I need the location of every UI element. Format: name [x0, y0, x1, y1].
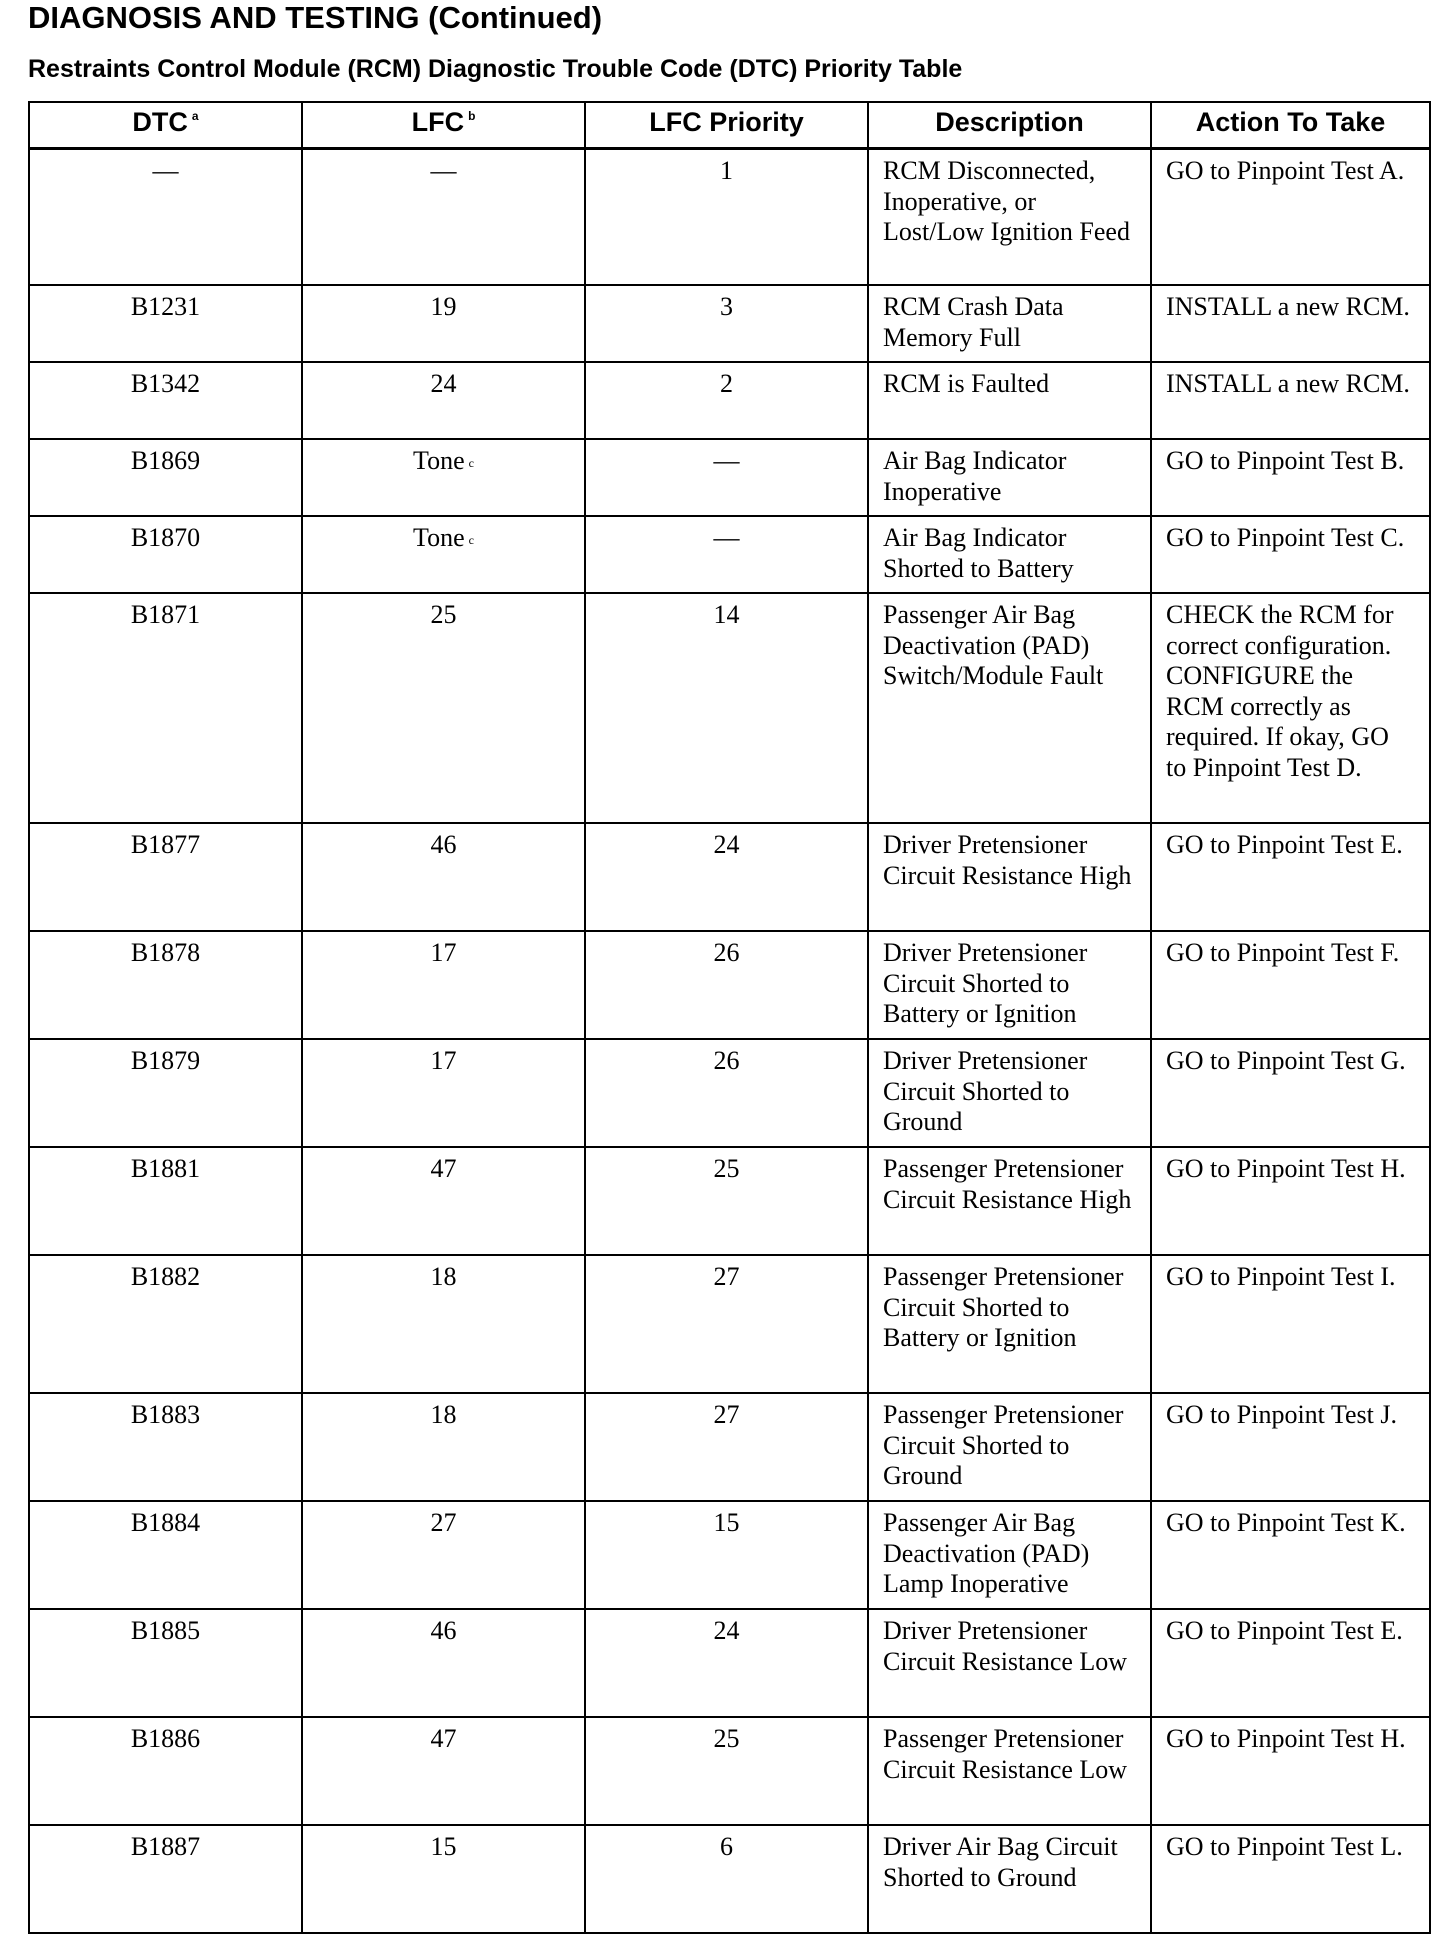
cell-action [1151, 1609, 1430, 1717]
cell-lfc [302, 1609, 585, 1717]
cell-description [868, 1039, 1151, 1147]
cell-lfc-priority-text: — [713, 523, 740, 552]
footnote-marker: c [468, 456, 474, 470]
cell-lfc-priority-text: 3 [720, 292, 733, 321]
section-title: DIAGNOSIS AND TESTING (Continued) [28, 0, 603, 35]
cell-lfc [302, 439, 585, 516]
cell-lfc-text: 15 [430, 1832, 457, 1861]
cell-lfc-priority-text: 24 [713, 1616, 740, 1645]
table-row [29, 516, 1430, 593]
cell-dtc [29, 362, 302, 439]
cell-action-text: GO to Pinpoint Test L. [1166, 1832, 1403, 1861]
cell-description-text: Passenger Pretensioner Circuit Shorted to Battery or Ignition [883, 1262, 1124, 1352]
cell-lfc-priority-text: — [713, 446, 740, 475]
cell-description [868, 931, 1151, 1039]
cell-lfc-priority-text: 14 [713, 600, 740, 629]
cell-dtc [29, 285, 302, 362]
table-row [29, 931, 1430, 1039]
footnote-marker: b [468, 109, 476, 123]
cell-dtc-text: B1881 [130, 1154, 201, 1183]
cell-lfc-priority [585, 149, 868, 286]
cell-lfc-priority [585, 362, 868, 439]
cell-action-text: INSTALL a new RCM. [1166, 369, 1410, 398]
cell-action [1151, 516, 1430, 593]
cell-action [1151, 362, 1430, 439]
cell-lfc-priority-text: 26 [713, 1046, 740, 1075]
cell-dtc-text: B1878 [130, 938, 201, 967]
cell-description [868, 823, 1151, 931]
cell-action-text: GO to Pinpoint Test E. [1166, 830, 1403, 859]
cell-lfc-text: 46 [430, 830, 457, 859]
cell-description-text: Driver Pretensioner Circuit Resistance Low [883, 1616, 1128, 1676]
table-row [29, 149, 1430, 286]
cell-description-text: Passenger Air Bag Deactivation (PAD) Switch/Module Fault [883, 600, 1104, 690]
cell-dtc [29, 1255, 302, 1393]
cell-dtc [29, 149, 302, 286]
cell-lfc-text: 24 [430, 369, 457, 398]
cell-description [868, 516, 1151, 593]
cell-dtc [29, 931, 302, 1039]
cell-dtc-text: B1342 [130, 369, 201, 398]
cell-action [1151, 1501, 1430, 1609]
cell-action [1151, 593, 1430, 823]
table-row [29, 1255, 1430, 1393]
cell-action-text: GO to Pinpoint Test C. [1166, 523, 1405, 552]
column-header-description: Description [868, 102, 1151, 149]
cell-lfc-priority [585, 823, 868, 931]
cell-action [1151, 149, 1430, 286]
cell-lfc-priority [585, 1255, 868, 1393]
cell-action-text: GO to Pinpoint Test I. [1166, 1262, 1396, 1291]
cell-dtc-text: B1886 [130, 1724, 201, 1753]
column-header-action: Action To Take [1151, 102, 1430, 149]
cell-description [868, 362, 1151, 439]
cell-lfc-priority-text: 25 [713, 1154, 740, 1183]
cell-dtc [29, 1039, 302, 1147]
cell-lfc-priority [585, 931, 868, 1039]
cell-lfc-priority [585, 1147, 868, 1255]
cell-lfc-text: 19 [430, 292, 457, 321]
table-row [29, 1501, 1430, 1609]
cell-description [868, 1255, 1151, 1393]
cell-description-text: Driver Pretensioner Circuit Resistance High [883, 830, 1132, 890]
cell-action-text: GO to Pinpoint Test A. [1166, 156, 1405, 185]
cell-description-text: Driver Pretensioner Circuit Shorted to Ground [883, 1046, 1088, 1136]
table-row [29, 439, 1430, 516]
table-title: Restraints Control Module (RCM) Diagnostic Trouble Code (DTC) Priority Table [28, 55, 963, 83]
cell-dtc-text: B1884 [130, 1508, 201, 1537]
cell-dtc-text: B1887 [130, 1832, 201, 1861]
cell-lfc-priority-text: 6 [720, 1832, 733, 1861]
cell-description [868, 1609, 1151, 1717]
cell-action [1151, 1039, 1430, 1147]
cell-action-text: GO to Pinpoint Test H. [1166, 1724, 1406, 1753]
cell-description-text: Air Bag Indicator Shorted to Battery [883, 523, 1074, 583]
cell-dtc [29, 1825, 302, 1933]
table-body [29, 149, 1430, 1934]
cell-lfc [302, 362, 585, 439]
cell-lfc-priority [585, 1609, 868, 1717]
cell-lfc-text: 47 [430, 1154, 457, 1183]
cell-dtc [29, 1717, 302, 1825]
cell-lfc-priority-text: 26 [713, 938, 740, 967]
cell-description [868, 1393, 1151, 1501]
cell-description-text: Driver Air Bag Circuit Shorted to Ground [883, 1832, 1118, 1892]
cell-action [1151, 823, 1430, 931]
cell-description [868, 149, 1151, 286]
cell-lfc-text: 18 [430, 1400, 457, 1429]
cell-dtc-text: — [152, 156, 179, 185]
cell-lfc [302, 285, 585, 362]
table-row [29, 593, 1430, 823]
cell-dtc [29, 516, 302, 593]
cell-dtc-text: B1877 [130, 830, 201, 859]
cell-action [1151, 1717, 1430, 1825]
cell-lfc [302, 1393, 585, 1501]
cell-description-text: RCM Crash Data Memory Full [883, 292, 1064, 352]
cell-lfc-priority [585, 439, 868, 516]
cell-lfc [302, 931, 585, 1039]
cell-lfc-text: 46 [430, 1616, 457, 1645]
table-row [29, 285, 1430, 362]
cell-dtc [29, 439, 302, 516]
table-row [29, 1039, 1430, 1147]
document-page [28, 0, 1428, 1892]
cell-lfc-priority-text: 1 [720, 156, 733, 185]
cell-action-text: GO to Pinpoint Test F. [1166, 938, 1400, 967]
cell-description-text: Passenger Pretensioner Circuit Shorted to Ground [883, 1400, 1124, 1490]
cell-lfc-priority-text: 15 [713, 1508, 740, 1537]
cell-dtc [29, 1609, 302, 1717]
cell-lfc-priority [585, 1039, 868, 1147]
cell-dtc [29, 823, 302, 931]
cell-lfc-text: 25 [430, 600, 457, 629]
cell-action [1151, 285, 1430, 362]
cell-lfc [302, 1717, 585, 1825]
column-header-lfc: LFC $^b$ [302, 102, 585, 149]
column-header-dtc: DTC $^a$ [29, 102, 302, 149]
table-row [29, 1717, 1430, 1825]
cell-description [868, 285, 1151, 362]
cell-lfc [302, 1501, 585, 1609]
cell-description-text: Driver Pretensioner Circuit Shorted to Battery or Ignition [883, 938, 1088, 1028]
cell-lfc-text: 17 [430, 1046, 457, 1075]
cell-description [868, 593, 1151, 823]
dtc-priority-table [28, 101, 1431, 1934]
cell-action [1151, 1825, 1430, 1933]
cell-action [1151, 931, 1430, 1039]
cell-lfc-priority [585, 516, 868, 593]
cell-lfc-priority [585, 1717, 868, 1825]
cell-action-text: GO to Pinpoint Test B. [1166, 446, 1405, 475]
table-header-row [29, 102, 1430, 149]
cell-lfc-text: 47 [430, 1724, 457, 1753]
cell-lfc [302, 516, 585, 593]
cell-lfc-priority [585, 1501, 868, 1609]
cell-lfc [302, 1255, 585, 1393]
cell-description-text: Air Bag Indicator Inoperative [883, 446, 1067, 506]
cell-lfc [302, 1039, 585, 1147]
cell-lfc-text: 18 [430, 1262, 457, 1291]
table-row [29, 1825, 1430, 1933]
column-header-lfc-priority: LFC Priority [585, 102, 868, 149]
cell-lfc-priority-text: 27 [713, 1262, 740, 1291]
cell-lfc [302, 1825, 585, 1933]
cell-action-text: CHECK the RCM for correct configuration. CONFIGURE the RCM correctly as required. If okay, GO to Pinpoint Test D. [1166, 600, 1394, 782]
cell-lfc-priority [585, 285, 868, 362]
table-row [29, 1147, 1430, 1255]
cell-dtc-text: B1882 [130, 1262, 201, 1291]
cell-lfc-priority-text: 27 [713, 1400, 740, 1429]
cell-description-text: Passenger Air Bag Deactivation (PAD) Lamp Inoperative [883, 1508, 1090, 1598]
cell-description [868, 1147, 1151, 1255]
cell-description [868, 439, 1151, 516]
cell-lfc-priority-text: 25 [713, 1724, 740, 1753]
cell-action [1151, 1255, 1430, 1393]
cell-action [1151, 1147, 1430, 1255]
cell-lfc-text: 17 [430, 938, 457, 967]
cell-lfc-priority [585, 1825, 868, 1933]
cell-description-text: Passenger Pretensioner Circuit Resistance Low [883, 1724, 1128, 1784]
cell-lfc-text: Tone [413, 523, 465, 552]
cell-lfc-priority [585, 1393, 868, 1501]
cell-action [1151, 439, 1430, 516]
cell-dtc-text: B1879 [130, 1046, 201, 1075]
cell-description-text: RCM Disconnected, Inoperative, or Lost/Low Ignition Feed [883, 156, 1130, 246]
footnote-marker: a [191, 109, 199, 123]
cell-lfc-priority [585, 593, 868, 823]
table-row [29, 823, 1430, 931]
cell-dtc-text: B1869 [130, 446, 201, 475]
cell-dtc-text: B1870 [130, 523, 201, 552]
cell-lfc-text: 27 [430, 1508, 457, 1537]
cell-dtc [29, 1147, 302, 1255]
cell-description [868, 1717, 1151, 1825]
cell-dtc-text: B1883 [130, 1400, 201, 1429]
cell-lfc [302, 593, 585, 823]
cell-action-text: GO to Pinpoint Test G. [1166, 1046, 1406, 1075]
cell-action-text: GO to Pinpoint Test H. [1166, 1154, 1406, 1183]
cell-lfc-text: — [430, 156, 457, 185]
cell-dtc [29, 593, 302, 823]
cell-description [868, 1825, 1151, 1933]
cell-lfc-priority-text: 24 [713, 830, 740, 859]
cell-dtc-text: B1885 [130, 1616, 201, 1645]
table-row [29, 1393, 1430, 1501]
cell-action-text: GO to Pinpoint Test K. [1166, 1508, 1406, 1537]
footnote-marker: c [468, 533, 474, 547]
cell-dtc [29, 1393, 302, 1501]
cell-dtc-text: B1231 [130, 292, 201, 321]
cell-lfc [302, 149, 585, 286]
cell-action-text: GO to Pinpoint Test J. [1166, 1400, 1398, 1429]
cell-lfc-priority-text: 2 [720, 369, 733, 398]
cell-description-text: RCM is Faulted [883, 369, 1050, 398]
table-row [29, 362, 1430, 439]
cell-description [868, 1501, 1151, 1609]
cell-dtc-text: B1871 [130, 600, 201, 629]
cell-action [1151, 1393, 1430, 1501]
cell-description-text: Passenger Pretensioner Circuit Resistance High [883, 1154, 1132, 1214]
table-row [29, 1609, 1430, 1717]
cell-lfc [302, 823, 585, 931]
cell-action-text: GO to Pinpoint Test E. [1166, 1616, 1403, 1645]
cell-action-text: INSTALL a new RCM. [1166, 292, 1410, 321]
cell-dtc [29, 1501, 302, 1609]
cell-lfc-text: Tone [413, 446, 465, 475]
cell-lfc [302, 1147, 585, 1255]
